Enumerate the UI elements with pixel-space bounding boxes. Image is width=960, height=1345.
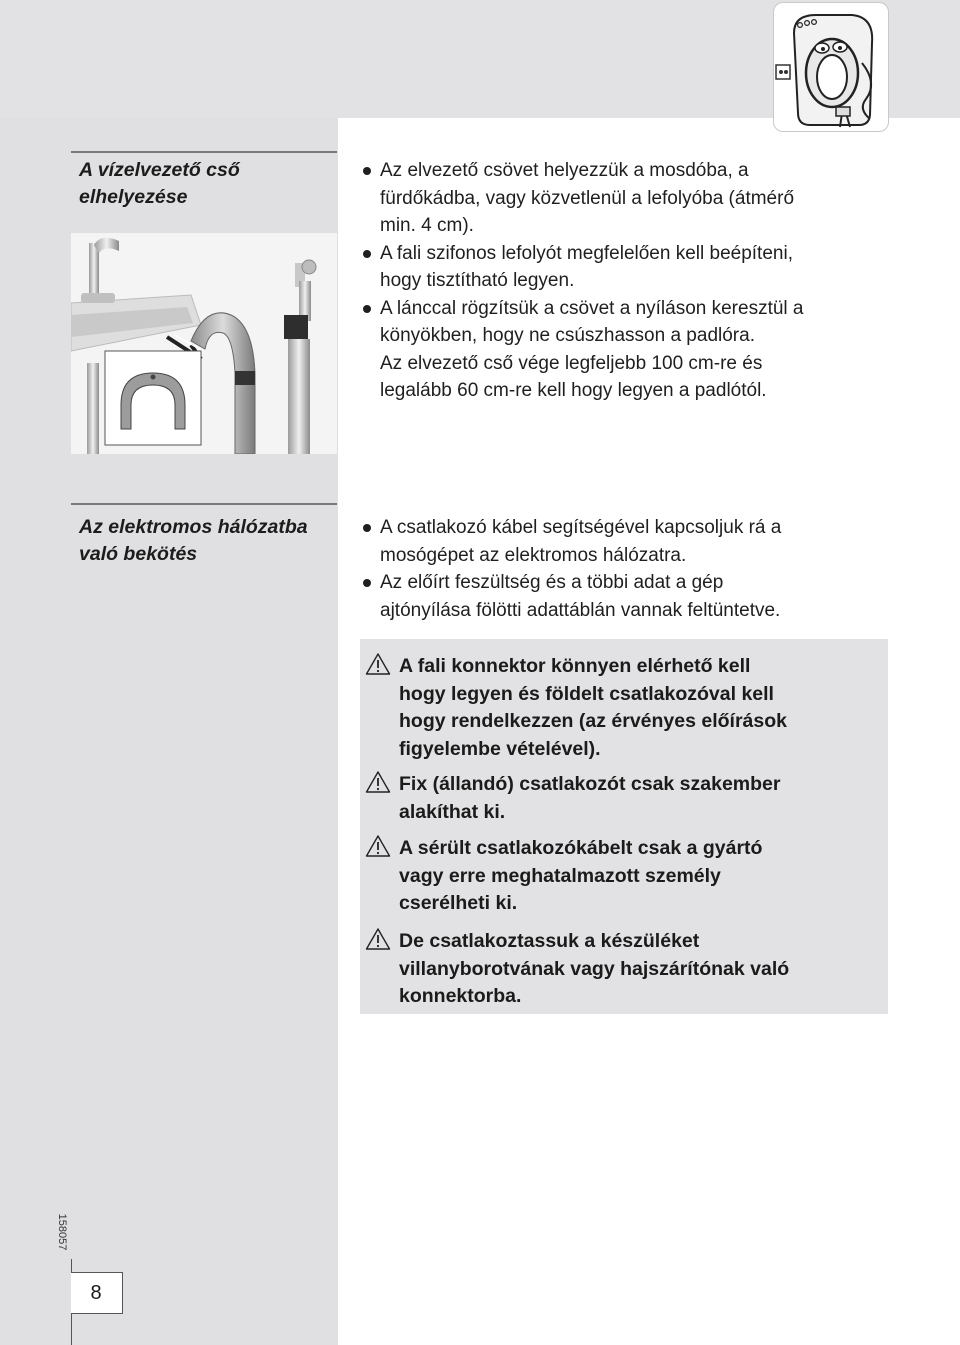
warning-line: villanyborotvának vagy hajszárítónak való [399,957,790,980]
warning-text [399,771,879,826]
bullet-line: min. 4 cm). [380,215,474,236]
warning-line: konnektorba. [399,985,522,1007]
bullet-icon [363,524,371,532]
warning-line: cserélheti ki. [399,892,518,914]
bullet-line: fürdőkádba, vagy közvetlenül a lefolyóba (átmérő [380,187,795,209]
document-code [52,1212,72,1252]
warnings-box [360,639,888,1014]
warning-line: A sérült csatlakozókábelt csak a gyártó [399,837,763,859]
list-item [363,240,923,295]
warning-line: figyelembe vételével). [399,737,601,760]
section-title-drain-hose: A vízelvezető cső elhelyezése [79,159,240,208]
warning-line: alakíthat ki. [399,800,506,823]
warning-line: A fali konnektor könnyen elérhető kell [399,655,751,677]
document-code-text: 158057 [56,1213,68,1251]
bullet-line: könyökben, hogy ne csúszhasson a padlóra. [380,325,755,346]
bullet-line: A csatlakozó kábel segítségével kapcsoljuk rá a [380,517,782,538]
list-item [363,569,923,624]
list-item [363,295,923,350]
bullet-line: hogy tisztítható legyen. [380,270,575,291]
bullet-line: Az elvezető csövet helyezzük a mosdóba, a [380,160,749,181]
warning-triangle-icon [365,834,391,858]
warning-line: hogy legyen és földelt csatlakozóval kell [399,682,774,705]
page-number-box [71,1272,123,1314]
drain-hose-illustration [71,233,337,454]
list-item [363,157,923,240]
page-number: 8 [90,1282,102,1304]
electrical-instructions-list [363,514,923,624]
bullet-line: A fali szifonos lefolyót megfelelően kell beépíteni, [380,242,793,264]
warning-triangle-icon [365,927,391,951]
warning-line: vagy erre meghatalmazott személy [399,864,721,887]
warning-text [399,653,879,763]
warning-text [399,835,879,918]
washing-machine-mascot-icon [773,2,889,132]
bullet-icon [363,305,371,313]
warning-line: De csatlakoztassuk a készüléket [399,930,700,952]
warning-triangle-icon [365,770,391,794]
bullet-line: mosógépet az elektromos hálózatra. [380,544,687,566]
warning-text [399,928,879,1011]
bullet-icon [363,167,371,175]
section-divider [71,503,337,505]
bullet-line: Az előírt feszültség és a többi adat a gép [380,572,724,593]
bullet-line: ajtónyílása fölötti adattáblán vannak feltüntetve. [380,599,781,621]
warning-triangle-icon [365,652,391,676]
continuation-line: Az elvezető cső vége legfeljebb 100 cm-re és [380,352,763,374]
warning-line: hogy rendelkezzen (az érvényes előírások [399,710,788,732]
list-item [363,514,923,569]
bullet-icon [363,250,371,258]
drain-hose-instructions-list [363,157,923,405]
bullet-line: A lánccal rögzítsük a csövet a nyíláson keresztül a [380,297,804,319]
section-divider [71,151,337,153]
continuation-line: legalább 60 cm-re kell hogy legyen a padlótól. [380,380,767,401]
warning-line: Fix (állandó) csatlakozót csak szakember [399,773,781,795]
section-title-electrical-connection: Az elektromos hálózatba való bekötés [79,516,308,565]
bullet-icon [363,579,371,587]
